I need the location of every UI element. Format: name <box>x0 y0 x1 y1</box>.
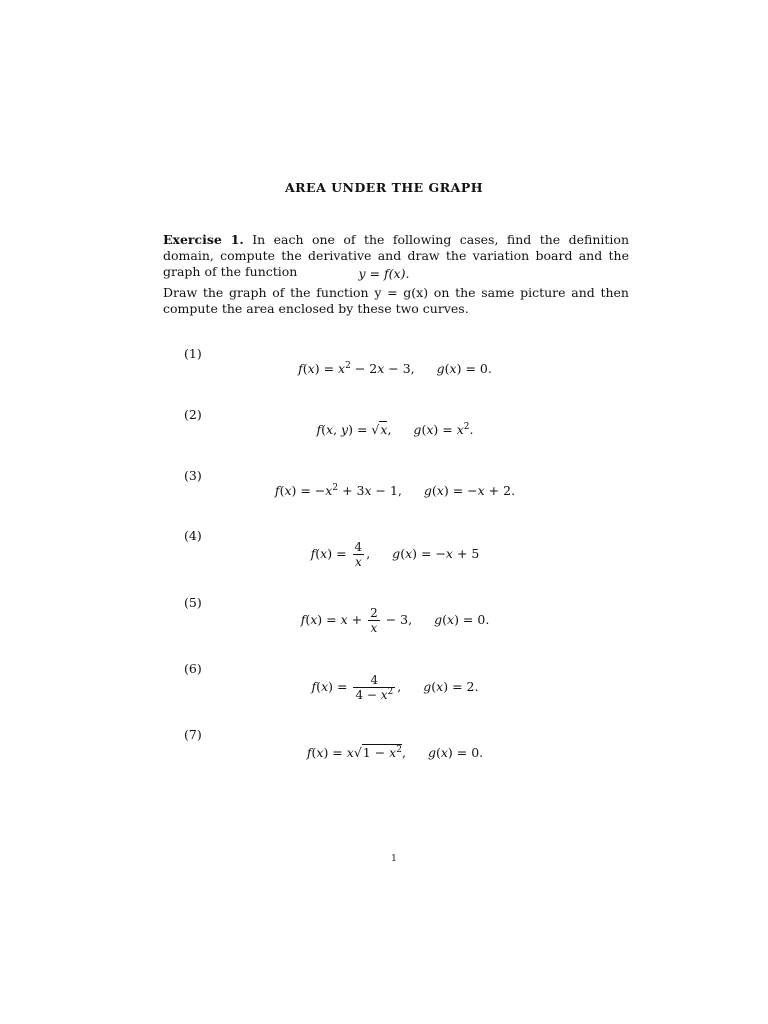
page-title: AREA UNDER THE GRAPH <box>284 180 484 195</box>
item-number: (2) <box>184 407 202 422</box>
g-expression: g(x) = 2. <box>423 679 479 694</box>
f-expression: $f(x) = -x^2 + 3x - 1$, <box>274 482 402 498</box>
item-number: (6) <box>184 661 202 676</box>
f-expression: f(x) = x + $\frac{2}{x}$ − 3, <box>300 606 413 635</box>
item-equation <box>0 745 768 760</box>
item-number: (7) <box>184 727 202 742</box>
display-equation: y = f(x). <box>358 266 410 281</box>
page-number: 1 <box>391 854 397 864</box>
item-equation <box>0 540 768 569</box>
item-equation <box>0 361 768 376</box>
g-expression: g(x) = 0. <box>436 361 492 376</box>
item-equation <box>0 673 768 702</box>
g-expression: g(x) = −x + 2. <box>423 483 516 498</box>
f-expression: f(x) = $\frac{4}{4 - x^2}$ , <box>311 673 402 702</box>
exercise-followup: Draw the graph of the function y = g(x) on the same picture and then compute the area enclosed by these two curves. <box>163 285 629 316</box>
f-expression: f(x) = $\frac{4}{x}$ , <box>310 540 371 569</box>
g-expression: g(x) = 0. <box>434 612 490 627</box>
item-number: (1) <box>184 346 202 361</box>
g-expression: $g(x) = x^2$. <box>413 421 474 437</box>
item-number: (3) <box>184 468 202 483</box>
g-expression: g(x) = 0. <box>427 745 484 760</box>
item-equation <box>0 483 768 498</box>
exercise-intro-text: In each one of the following cases, find the definition domain, compute the derivative and draw the variation board and the graph of the function <box>163 232 629 279</box>
g-expression: g(x) = −x + 5 <box>392 546 480 561</box>
f-expression: $f(x) = x√1 - x^2$, <box>306 744 406 760</box>
item-equation <box>0 422 768 437</box>
item-number: (4) <box>184 528 202 543</box>
f-expression: f(x, y) = √x, <box>316 422 392 437</box>
item-equation <box>0 606 768 635</box>
item-number: (5) <box>184 595 202 610</box>
f-expression: $f(x) = x^2 - 2x - 3$, <box>298 360 415 376</box>
exercise-label: Exercise 1. <box>163 232 244 247</box>
